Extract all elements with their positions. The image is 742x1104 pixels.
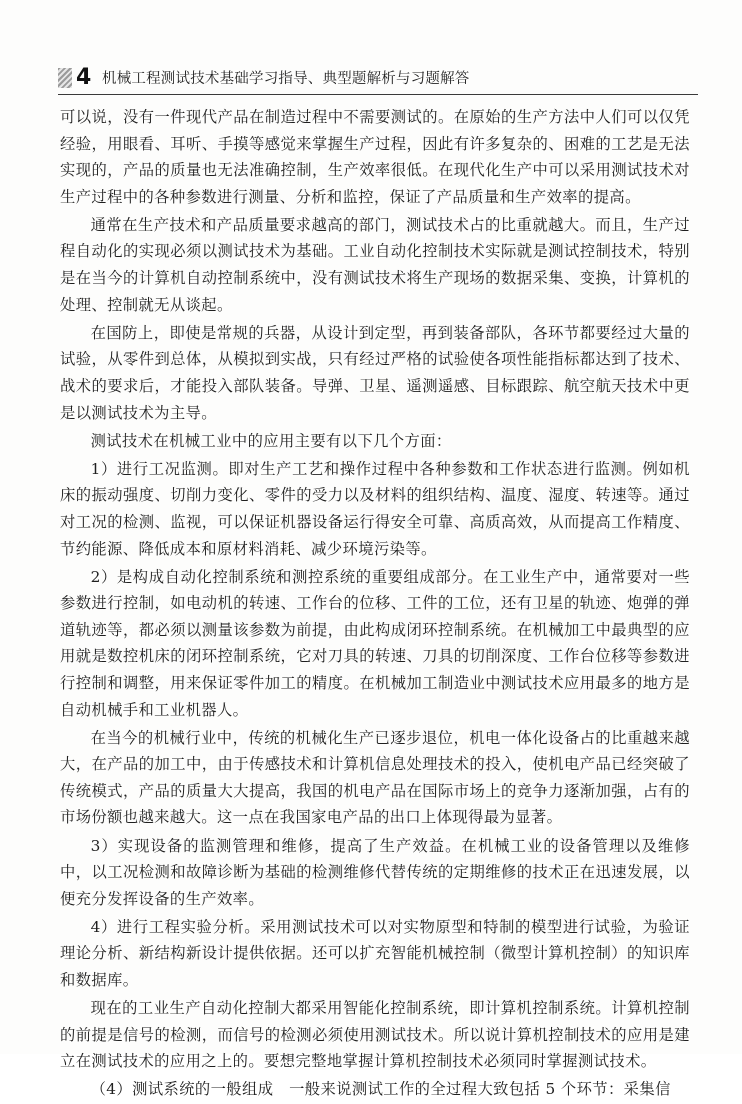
paragraph-1: 可以说，没有一件现代产品在制造过程中不需要测试的。在原始的生产方法中人们可以仅凭经验，用眼看、耳听、手摸等感觉来掌握生产过程，因此有许多复杂的、困难的工艺是无法实现的，产品的质量也无法准确控制，生产效率很低。在现代化生产中可以采用测试技术对生产过程中的各种参数进行测量、分析和监控，保证了产品质量和生产效率的提高。 xyxy=(60,108,690,206)
header-title: 机械工程测试技术基础学习指导、典型题解析与习题解答 xyxy=(102,71,470,87)
body-text xyxy=(60,104,690,1104)
paragraph-10: 现在的工业生产自动化控制大都采用智能化控制系统，即计算机控制系统。计算机控制的前提是信号的检测，而信号的检测必须使用测试技术。所以说计算机控制技术的应用是建立在测试技术的应用之上的。要想完整地掌握计算机控制技术必须同时掌握测试技术。 xyxy=(60,999,690,1071)
paragraph-11: （4）测试系统的一般组成 一般来说测试工作的全过程大致包括 5 个环节：采集信 xyxy=(90,1080,671,1099)
paragraph-9: 4）进行工程实验分析。采用测试技术可以对实物原型和特制的模型进行试验，为验证理论分析、新结构新设计提供依据。还可以扩充智能机械控制（微型计算机控制）的知识库和数据库。 xyxy=(60,917,690,989)
paragraph-3: 在国防上，即使是常规的兵器，从设计到定型，再到装备部队，各环节都要经过大量的试验，从零件到总体，从模拟到实战，只有经过严格的试验使各项性能指标都达到了技术、战术的要求后，才能投入部队装备。导弹、卫星、遥测遥感、目标跟踪、航空航天技术中更是以测试技术为主导。 xyxy=(60,323,690,422)
paragraph-8: 3）实现设备的监测管理和维修，提高了生产效益。在机械工业的设备管理以及维修中，以工况检测和故障诊断为基础的检测维修代替传统的定期维修的技术正在迅速发展，以便充分发挥设备的生产效率。 xyxy=(60,836,690,908)
paragraph-4: 测试技术在机械工业中的应用主要有以下几个方面： xyxy=(90,431,452,450)
paragraph-7: 在当今的机械行业中，传统的机械化生产已逐步退位，机电一体化设备占的比重越来越大，在产品的加工中，由于传感技术和计算机信息处理技术的投入，使机电产品已经突破了传统模式，产品的质量大大提高，我国的机电产品在国际市场上的竞争力逐渐加强，占有的市场份额也越来越大。这一点在我国家电产品的出口上体现得最为显著。 xyxy=(60,728,690,827)
page-header xyxy=(58,64,698,95)
paragraph-6: 2）是构成自动化控制系统和测控系统的重要组成部分。在工业生产中，通常要对一些参数进行控制，如电动机的转速、工作台的位移、工件的工位，还有卫星的轨迹、炮弹的弹道轨迹等，都必须以测量该参数为前提，由此构成闭环控制系统。在机械加工中最典型的应用就是数控机床的闭环控制系统，它对刀具的转速、刀具的切削深度、工作台位移等参数进行控制和调整，用来保证零件加工的精度。在机械加工制造业中测试技术应用最多的地方是自动机械手和工业机器人。 xyxy=(60,567,690,719)
paragraph-5: 1）进行工况监测。即对生产工艺和操作过程中各种参数和工作状态进行监测。例如机床的振动强度、切削力变化、零件的受力以及材料的组织结构、温度、湿度、转速等。通过对工况的检测、监视，可以保证机器设备运行得安全可靠、高质高效，从而提高工作精度、节约能源、降低成本和原材料消耗、减少环境污染等。 xyxy=(60,459,690,558)
paragraph-2: 通常在生产技术和产品质量要求越高的部门，测试技术占的比重就越大。而且，生产过程自动化的实现必须以测试技术为基础。工业自动化控制技术实际就是测试控制技术，特别是在当今的计算机自动控制系统中，没有测试技术将生产现场的数据采集、变换，计算机的处理、控制就无从谈起。 xyxy=(60,215,690,314)
header-marker xyxy=(58,68,72,88)
page-number: 4 xyxy=(76,65,92,90)
